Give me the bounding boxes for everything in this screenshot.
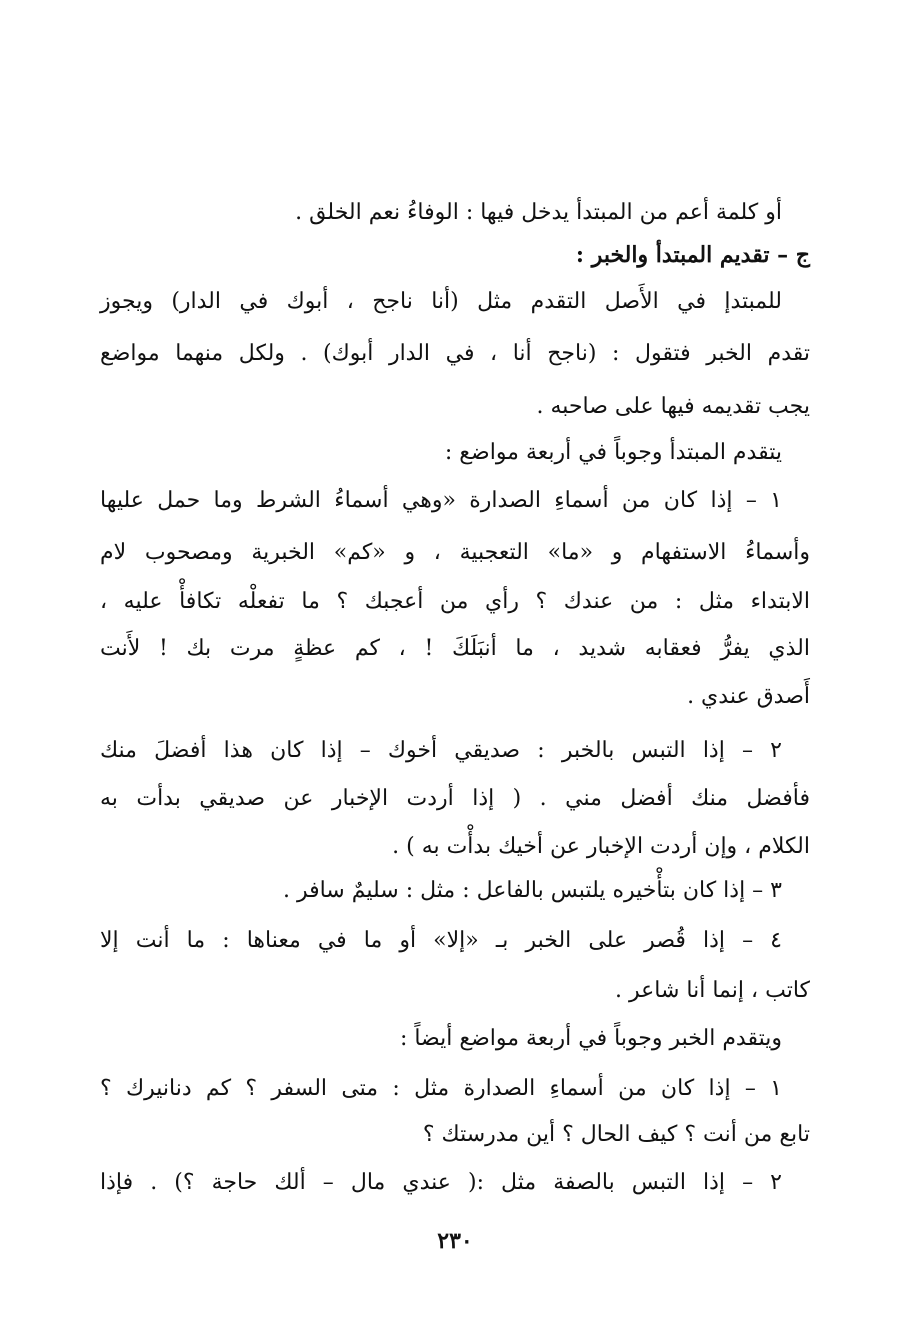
text-line: ٤ – إذا قُصر على الخبر بـ «إلا» أو ما في معناها : ما أنت إلا	[100, 928, 782, 953]
text-line: للمبتدإ في الأَصل التقدم مثل (أنا ناجح ، أبوك في الدار) ويجوز	[100, 289, 782, 314]
text-line: كاتب ، إنما أنا شاعر .	[615, 978, 810, 1003]
text-line: يتقدم المبتدأ وجوباً في أربعة مواضع :	[444, 440, 782, 465]
text-line: ١ – إذا كان من أسماءِ الصدارة مثل : متى السفر ؟ كم دنانيرك ؟	[100, 1076, 782, 1101]
text-line: ٢ – إذا التبس بالخبر : صديقي أخوك – إذا كان هذا أفضلَ منك	[100, 738, 782, 763]
text-line: أَصدق عندي .	[687, 684, 810, 709]
text-line: فأفضل منك أفضل مني . ( إذا أردت الإخبار عن صديقي بدأت به	[100, 786, 810, 811]
text-line: الكلام ، وإن أردت الإخبار عن أخيك بدأْت به ) .	[392, 834, 810, 859]
text-line: الذي يفرُّ فعقابه شديد ، ما أنبَلَكَ ! ، كم عظةٍ مرت بك ! لأَنت	[100, 636, 810, 661]
text-line: تقدم الخبر فتقول : (ناجح أنا ، في الدار أبوك) . ولكل منهما مواضع	[100, 341, 810, 366]
text-line: ١ – إذا كان من أسماءِ الصدارة «وهي أسماءُ الشرط وما حمل عليها	[100, 488, 782, 513]
text-line: ويتقدم الخبر وجوباً في أربعة مواضع أيضاً :	[399, 1026, 782, 1051]
text-line: أو كلمة أعم من المبتدأ يدخل فيها : الوفاءُ نعم الخلق .	[295, 200, 782, 225]
text-line: ٣ – إذا كان بتأْخيره يلتبس بالفاعل : مثل : سليمٌ سافر .	[282, 878, 782, 903]
text-line: ج – تقديم المبتدأ والخبر :	[575, 242, 810, 268]
text-line: يجب تقديمه فيها على صاحبه .	[536, 394, 810, 419]
text-line: ٢ – إذا التبس بالصفة مثل :( عندي مال – ألك حاجة ؟) . فإذا	[100, 1170, 782, 1195]
text-line: الابتداء مثل : من عندك ؟ رأي من أعجبك ؟ ما تفعلْه تكافأْ عليه ،	[100, 589, 810, 614]
text-line: وأسماءُ الاستفهام و «ما» التعجبية ، و «كم» الخبرية ومصحوب لام	[100, 540, 810, 565]
page-number: ٢٣٠	[437, 1228, 473, 1254]
text-line: تابع من أنت ؟ كيف الحال ؟ أين مدرستك ؟	[422, 1122, 810, 1147]
